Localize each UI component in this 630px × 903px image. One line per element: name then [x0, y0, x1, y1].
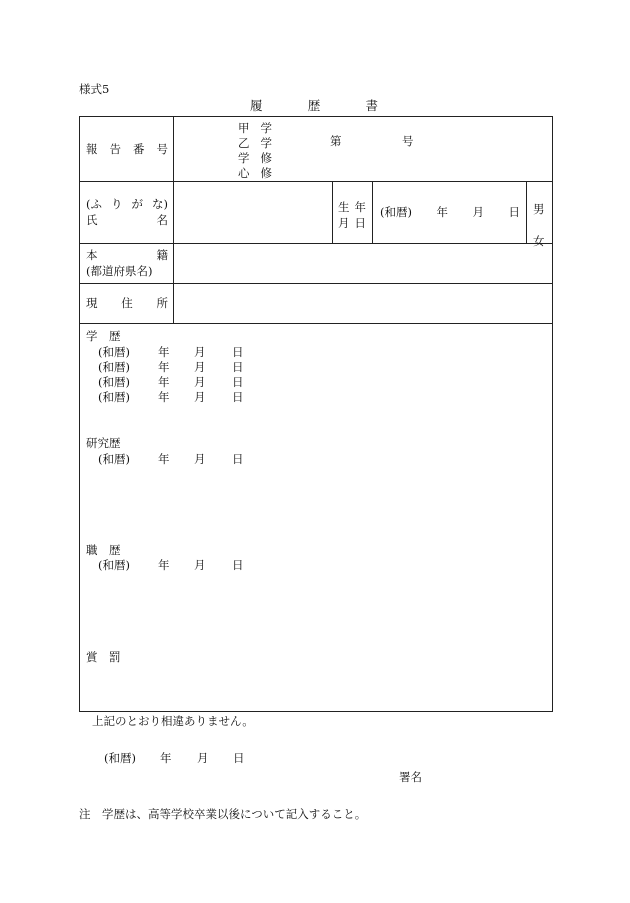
sex-options: [533, 193, 545, 257]
research-heading: 研究歴: [86, 436, 121, 450]
page-title: 履 歴 書: [250, 98, 378, 113]
education-row: (和暦) 年 月 日: [98, 375, 244, 389]
birth-date-label: 生 年 月 日: [338, 200, 366, 230]
honseki-sub-label: (都道府県名): [86, 264, 153, 278]
honseki-label: 本 籍: [86, 248, 168, 262]
signature-label: 署名: [399, 770, 422, 784]
name-label: 氏 名: [86, 213, 168, 227]
sex-male: 男: [533, 202, 545, 216]
education-row: (和暦) 年 月 日: [98, 390, 244, 404]
signing-date: (和暦) 年 月 日: [104, 751, 245, 765]
address-label: 現 住 所: [86, 296, 168, 310]
sex-female: 女: [533, 234, 545, 248]
birth-date-fields: (和暦) 年 月 日: [380, 205, 520, 219]
resume-form-table: [79, 116, 553, 712]
form-label: 様式5: [79, 82, 110, 96]
footnote: 注 学歴は、高等学校卒業以後について記入すること。: [79, 807, 367, 821]
education-row: (和暦) 年 月 日: [98, 345, 244, 359]
research-row: (和暦) 年 月 日: [98, 452, 244, 466]
awards-heading: 賞 罰: [86, 650, 121, 664]
report-number-label: 報 告 番 号: [86, 142, 168, 156]
education-row: (和暦) 年 月 日: [98, 360, 244, 374]
report-number-go: 号: [402, 134, 414, 148]
education-heading: 学 歴: [86, 329, 121, 343]
furigana-label: (ふ り が な): [86, 197, 168, 211]
career-row: (和暦) 年 月 日: [98, 558, 244, 572]
career-heading: 職 歴: [86, 543, 121, 557]
report-number-dai: 第: [330, 134, 342, 148]
declaration-text: 上記のとおり相違ありません。: [92, 714, 254, 728]
report-kind-list: 甲 学 乙 学 学 修 心 修: [238, 121, 272, 180]
